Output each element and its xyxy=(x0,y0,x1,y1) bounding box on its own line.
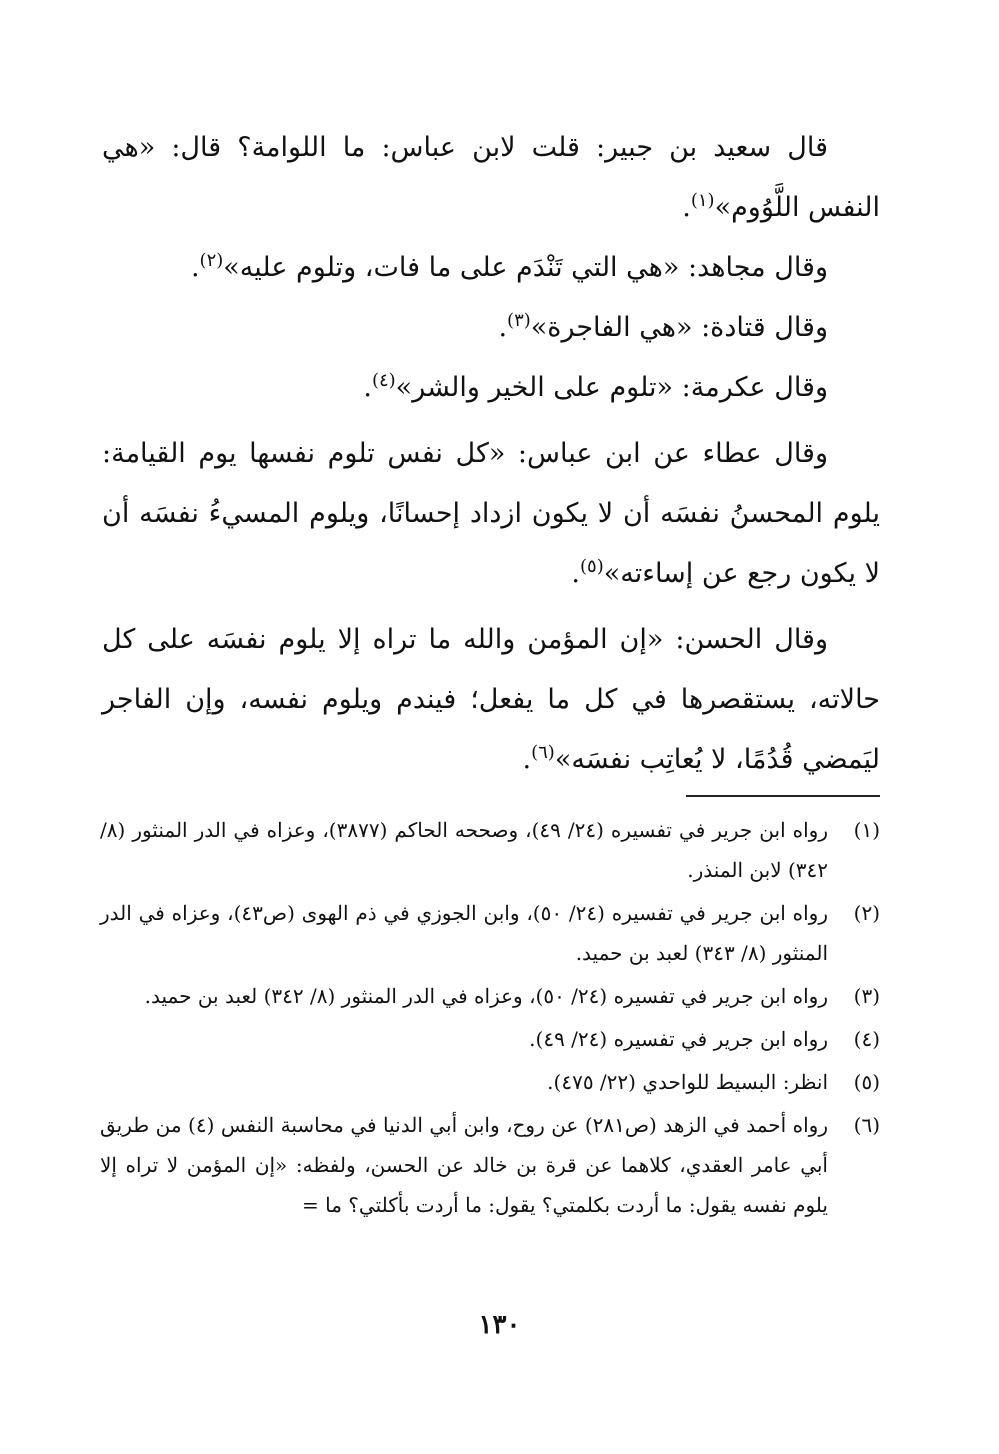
paragraph-end: . xyxy=(522,744,532,775)
paragraph-text: قال سعيد بن جبير: قلت لابن عباس: ما اللوامة؟ قال: «هي النفس اللَّوُوم» xyxy=(102,132,880,223)
footnote-text: انظر: البسيط للواحدي (٢٢/ ٤٧٥). xyxy=(547,1070,828,1094)
footnote-1 xyxy=(100,810,880,890)
paragraph-end: . xyxy=(498,312,508,343)
footnote-4 xyxy=(100,1019,880,1059)
footnote-text: رواه ابن جرير في تفسيره (٢٤/ ٤٩)، وصححه الحاكم (٣٨٧٧)، وعزاه في الدر المنثور (٨/ ٣٤٢) لابن المنذر. xyxy=(100,818,828,882)
footnote-2 xyxy=(100,893,880,973)
footnote-text: رواه أحمد في الزهد (ص٢٨١) عن روح، وابن أبي الدنيا في محاسبة النفس (٤) من طريق أبي عامر العقدي، كلاهما عن قرة بن خالد عن الحسن، ولفظه: «إن المؤمن لا تراه إلا يلوم نفسه يقول: ما أردت بكلمتي؟ يقول: ما أردت بأكلتي؟ ما = xyxy=(100,1113,828,1217)
footnote-ref[interactable]: (٤) xyxy=(371,370,396,391)
footnote-number: (٤) xyxy=(853,1027,880,1051)
paragraph-end: . xyxy=(571,558,581,589)
footnote-number: (٦) xyxy=(853,1113,880,1137)
paragraph-text: وقال مجاهد: «هي التي تَنْدَم على ما فات، وتلوم عليه» xyxy=(223,252,828,283)
paragraph-text: وقال الحسن: «إن المؤمن والله ما تراه إلا يلوم نفسَه على كل حالاته، يستقصرها في كل ما يفعل؛ فيندم ويلوم نفسه، وإن الفاجر ليَمضي قُدُمًا، لا يُعاتِب نفسَه» xyxy=(102,624,880,775)
footnote-5 xyxy=(100,1062,880,1102)
paragraph-said-ibn-jubayr xyxy=(102,118,880,238)
paragraph-end: . xyxy=(682,192,691,223)
paragraph-ata xyxy=(102,424,880,604)
footnote-3 xyxy=(100,976,880,1016)
footnote-text: رواه ابن جرير في تفسيره (٢٤/ ٥٠)، وابن الجوزي في ذم الهوى (ص٤٣)، وعزاه في الدر المنثور (٨/ ٣٤٣) لعبد بن حميد. xyxy=(100,901,828,965)
paragraph-text: وقال قتادة: «هي الفاجرة» xyxy=(530,312,828,343)
paragraph-hasan xyxy=(102,610,880,790)
footnote-ref[interactable]: (٣) xyxy=(507,310,531,331)
paragraph-qatada xyxy=(102,298,880,358)
footnote-text: رواه ابن جرير في تفسيره (٢٤/ ٤٩). xyxy=(529,1027,828,1051)
paragraph-text: وقال عطاء عن ابن عباس: «كل نفس تلوم نفسها يوم القيامة: يلوم المحسنُ نفسَه أن لا يكون ازداد إحسانًا، ويلوم المسيءُ نفسَه أن لا يكون رجع عن إساءته» xyxy=(102,438,880,589)
paragraph-ikrima xyxy=(102,358,880,418)
footnote-6 xyxy=(100,1105,880,1225)
footnote-separator xyxy=(686,795,880,797)
footnote-number: (٣) xyxy=(853,984,880,1008)
page-number: ١٣٠ xyxy=(478,1310,521,1340)
footnote-number: (١) xyxy=(853,818,880,842)
paragraph-end: . xyxy=(190,252,200,283)
footnotes xyxy=(100,810,880,1228)
footnote-ref[interactable]: (٥) xyxy=(580,556,604,577)
paragraph-mujahid xyxy=(102,238,880,298)
main-text xyxy=(102,118,880,790)
footnote-ref[interactable]: (٢) xyxy=(199,250,224,271)
paragraph-text: وقال عكرمة: «تلوم على الخير والشر» xyxy=(395,372,828,403)
paragraph-end: . xyxy=(363,372,372,403)
footnote-ref[interactable]: (٦) xyxy=(531,742,555,763)
footnote-ref[interactable]: (١) xyxy=(690,190,715,211)
footnote-number: (٥) xyxy=(853,1070,880,1094)
footnote-number: (٢) xyxy=(853,901,880,925)
footnote-text: رواه ابن جرير في تفسيره (٢٤/ ٥٠)، وعزاه في الدر المنثور (٨/ ٣٤٢) لعبد بن حميد. xyxy=(144,984,828,1008)
